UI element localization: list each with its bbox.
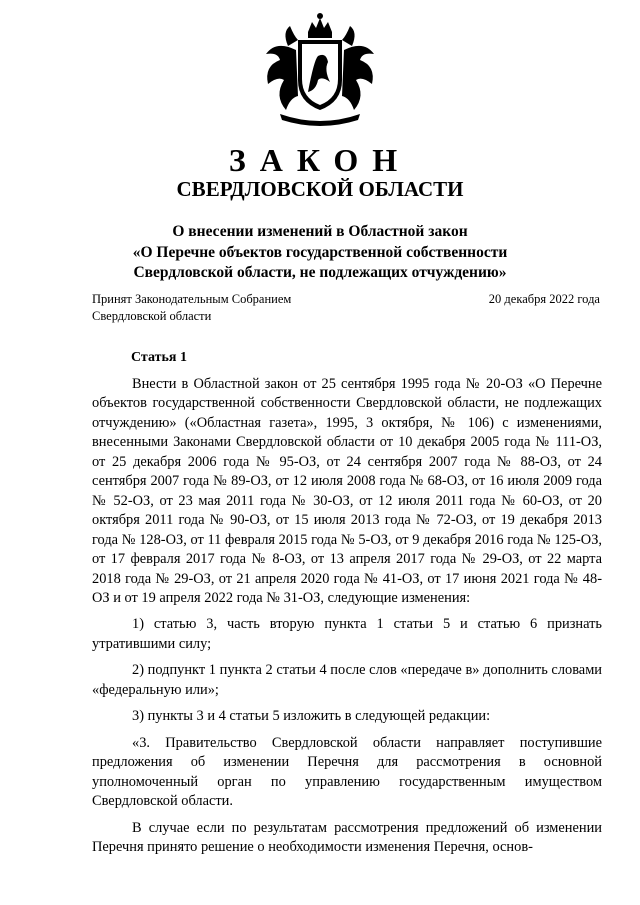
adoption-body-line: Свердловской области — [92, 309, 212, 323]
adoption-body — [92, 291, 291, 325]
law-title: ЗАКОН — [228, 142, 412, 178]
adoption-date: 20 декабря 2022 года — [488, 292, 600, 306]
paragraph: 3) пункты 3 и 4 статьи 5 изложить в следующей редакции: — [132, 708, 491, 725]
adoption-body-line: Принят Законодательным Собранием — [92, 292, 292, 306]
subject-line: «О Перечне объектов государственной собственности — [132, 243, 508, 261]
paragraph: Внести в Областной закон от 25 сентября 1995 года № 20-ОЗ «О Перечне объектов государственной собственности Свердловской области, не подлежащих отчуждению» («Областная газета», 1995, 3 октября, № 106) с изменениями, внесенными Законами Свердловской области от 10 декабря 2005 года № 111-ОЗ, от 25 декабря 2006 года № 95-ОЗ, от 24 сентября 2007 года № 88-ОЗ, от 24 сентября 2007 года № 89-ОЗ, от 12 июля 2008 года № 68-ОЗ, от 16 июля 2009 года № 52-ОЗ, от 23 мая 2011 года № 30-ОЗ, от 12 июля 2011 года № 60-ОЗ, от 20 октября 2011 года № 90-ОЗ, от 15 июля 2013 года № 72-ОЗ, от 19 декабря 2013 года № 128-ОЗ, от 11 февраля 2015 года № 5-ОЗ, от 9 декабря 2016 года № 125-ОЗ, от 17 февраля 2017 года № 8-ОЗ, от 13 апреля 2017 года № 29-ОЗ, от 22 марта 2018 года № 29-ОЗ, от 21 апреля 2020 года № 41-ОЗ, от 17 июня 2021 года № 48-ОЗ и от 19 апреля 2022 года № 31-ОЗ, следующие изменения: — [92, 376, 602, 606]
article-body — [92, 375, 602, 857]
region-title: СВЕРДЛОВСКОЙ ОБЛАСТИ — [176, 177, 464, 201]
coat-of-arms-icon — [258, 10, 382, 128]
article-heading: Статья 1 — [131, 350, 187, 365]
law-subject — [80, 222, 560, 284]
subject-line: О внесении изменений в Областной закон — [172, 223, 468, 240]
paragraph: «3. Правительство Свердловской области направляет поступившие предложения об изменении Перечня для рассмотрения в основной уполномоченный орган по управлению государственным имуществом Свердловской области. — [92, 734, 602, 810]
paragraph: 2) подпункт 1 пункта 2 статьи 4 после слов «передаче в» дополнить словами «федеральную или»; — [92, 662, 602, 698]
subject-line: Свердловской области, не подлежащих отчуждению» — [133, 264, 507, 281]
paragraph: В случае если по результатам рассмотрения предложений об изменении Перечня принято решение о необходимости изменения Перечня, основ- — [92, 819, 602, 855]
paragraph: 1) статью 3, часть вторую пункта 1 статьи 5 и статью 6 признать утратившими силу; — [92, 616, 602, 652]
